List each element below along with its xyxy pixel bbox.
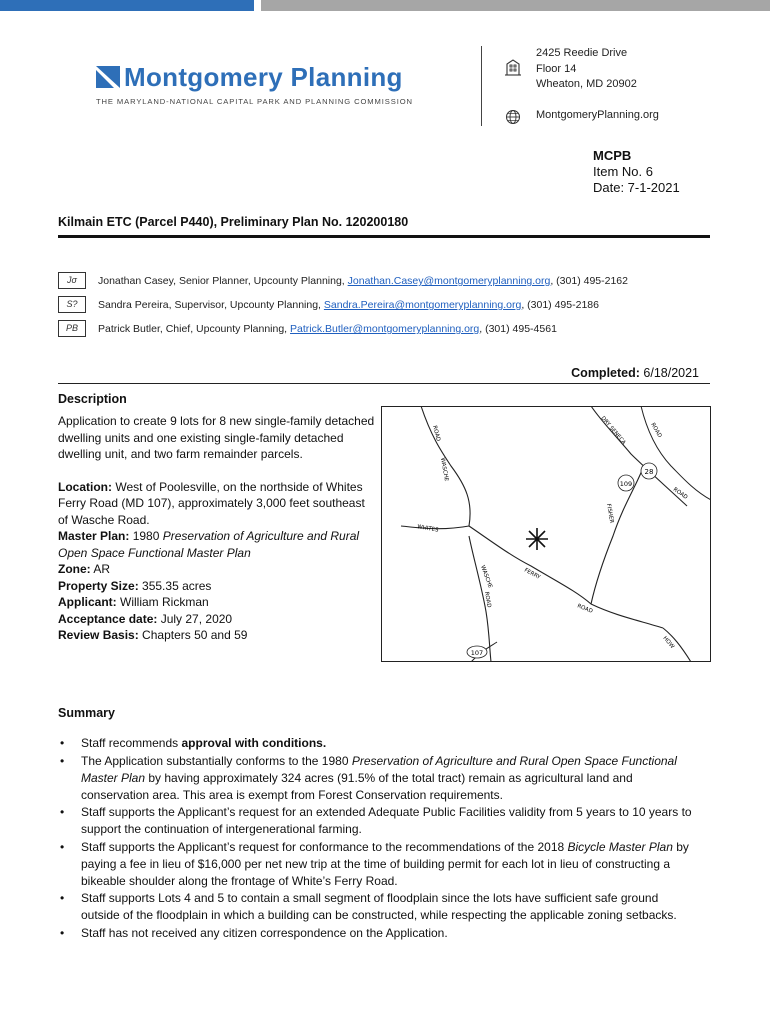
size-value: 355.35 acres xyxy=(138,578,212,593)
review-basis xyxy=(58,627,376,644)
map-label: ROAD xyxy=(649,422,663,439)
summary-item: • The Application substantially conforms to the 1980 Preservation of Agriculture and Rural Open Space Functional Master Plan by having approximately 324 acres (91.5% of the total tract) remain as agricultural land and conservation area. This area is exempt from Forest Conservation requirements. xyxy=(58,753,693,804)
site-marker-icon xyxy=(526,528,548,550)
acceptance-date xyxy=(58,611,376,628)
header-bar-blue xyxy=(0,0,254,11)
map-label: ROAD xyxy=(483,591,492,609)
summary-list xyxy=(58,735,693,942)
applicant-label: Applicant: xyxy=(58,595,117,609)
org-name: Montgomery Planning xyxy=(124,62,403,92)
item-meta xyxy=(593,148,680,196)
zone-value: AR xyxy=(90,562,111,576)
size-label: Property Size: xyxy=(58,578,139,593)
address-line: Floor 14 xyxy=(536,62,577,75)
map-label: ROAD xyxy=(671,486,689,501)
contact-text: Patrick Butler, Chief, Upcounty Planning, xyxy=(98,323,291,335)
plan-title: Kilmain ETC (Parcel P440), Preliminary Plan No. 120200180 xyxy=(58,215,409,229)
contact-phone: , (301) 495-2162 xyxy=(550,275,628,287)
acceptance-label: Acceptance date: xyxy=(58,611,158,626)
header-bar-gray xyxy=(261,0,770,11)
description-intro: Application to create 9 lots for 8 new single-family detached dwelling units and one existing single-family detached dwelling unit, and two farm remainder parcels. xyxy=(58,414,375,461)
contact-text: Sandra Pereira, Supervisor, Upcounty Planning, xyxy=(98,299,324,311)
signature-icon: PB xyxy=(58,320,86,337)
map-label: WASCHE xyxy=(439,457,450,482)
route-label: 28 xyxy=(644,468,654,476)
header-divider xyxy=(481,46,482,126)
completed-label: Completed: xyxy=(571,366,640,380)
completed-date xyxy=(571,366,699,380)
zone xyxy=(58,561,376,578)
contact-phone: , (301) 495-2186 xyxy=(521,299,599,311)
map-label: WASCHE xyxy=(479,564,493,590)
hearing-date: Date: 7-1-2021 xyxy=(593,180,680,195)
master-plan-label: Master Plan: xyxy=(58,529,130,543)
signature-icon: S? xyxy=(58,296,86,313)
summary-item: • Staff has not received any citizen correspondence on the Application. xyxy=(58,925,693,942)
description-body xyxy=(58,413,376,644)
board-label: MCPB xyxy=(593,148,632,163)
address-line: Wheaton, MD 20902 xyxy=(536,78,637,90)
contact-text: Jonathan Casey, Senior Planner, Upcounty Planning, xyxy=(98,275,348,287)
master-plan xyxy=(58,528,376,561)
map-label: ROAD xyxy=(431,424,442,443)
item-number: Item No. 6 xyxy=(593,164,653,179)
route-label: 107 xyxy=(470,649,484,657)
review-value: Chapters 50 and 59 xyxy=(138,628,248,642)
contact-email-link[interactable]: Patrick.Butler@montgomeryplanning.org xyxy=(290,323,480,335)
map-label: DRY SENECA xyxy=(599,415,627,447)
map-label: FISHER xyxy=(605,503,615,524)
vicinity-map xyxy=(381,406,711,662)
zone-label: Zone: xyxy=(58,562,91,576)
location-label: Location: xyxy=(58,479,112,494)
summary-item: • Staff supports Lots 4 and 5 to contain a small segment of floodplain since the lots have sufficient safe ground outside of the floodplain in which a building can be constructed, while respecting the applicable zoning setbacks. xyxy=(58,890,693,924)
completed-value: 6/18/2021 xyxy=(643,366,699,380)
applicant xyxy=(58,594,376,611)
map-label: HOW xyxy=(661,635,676,650)
master-plan-year: 1980 xyxy=(129,529,163,543)
map-label: WHITES xyxy=(416,524,439,534)
location xyxy=(58,479,376,529)
signature-icon: Jσ xyxy=(58,272,86,289)
contact-email-link[interactable]: Jonathan.Casey@montgomeryplanning.org xyxy=(347,275,551,287)
acceptance-value: July 27, 2020 xyxy=(157,611,233,626)
location-value: West of Poolesville, on the northside of Whites Ferry Road (MD 107), approximately 3,000 feet southeast of Wasche Road. xyxy=(58,479,365,527)
map-label: ROAD xyxy=(576,603,594,615)
address-block xyxy=(536,46,637,93)
website-link[interactable]: MontgomeryPlanning.org xyxy=(536,109,659,121)
map-label: FERRY xyxy=(523,567,542,581)
master-plan-name: Preservation of Agriculture and Rural Open Space Functional Master Plan xyxy=(58,529,360,560)
org-subtitle: THE MARYLAND-NATIONAL CAPITAL PARK AND PLANNING COMMISSION xyxy=(96,97,413,106)
section-rule xyxy=(58,383,710,384)
summary-item: • Staff supports the Applicant’s request for conformance to the recommendations of the 2018 Bicycle Master Plan by paying a fee in lieu of $16,000 per net new trip at the time of building permit for each lot in lieu of constructing a bikeable shoulder along the frontage of White’s Ferry Road. xyxy=(58,839,693,890)
property-size xyxy=(58,578,376,595)
mp-logo-icon xyxy=(96,66,120,88)
summary-item: • Staff supports the Applicant’s request for an extended Adequate Public Facilities validity from 5 years to 10 years to support the continuation of intergenerational farming. xyxy=(58,804,693,838)
summary-item: • Staff recommends approval with conditions. xyxy=(58,735,693,752)
applicant-value: William Rickman xyxy=(116,595,209,609)
contact-email-link[interactable]: Sandra.Pereira@montgomeryplanning.org xyxy=(323,299,522,311)
title-rule xyxy=(58,235,710,238)
building-icon xyxy=(504,58,522,76)
route-label: 109 xyxy=(619,480,633,488)
address-line: 2425 Reedie Drive xyxy=(536,47,628,59)
globe-icon xyxy=(505,109,521,125)
review-label: Review Basis: xyxy=(58,628,139,642)
description-heading: Description xyxy=(58,392,127,406)
summary-heading: Summary xyxy=(58,706,115,720)
contact-phone: , (301) 495-4561 xyxy=(479,323,557,335)
